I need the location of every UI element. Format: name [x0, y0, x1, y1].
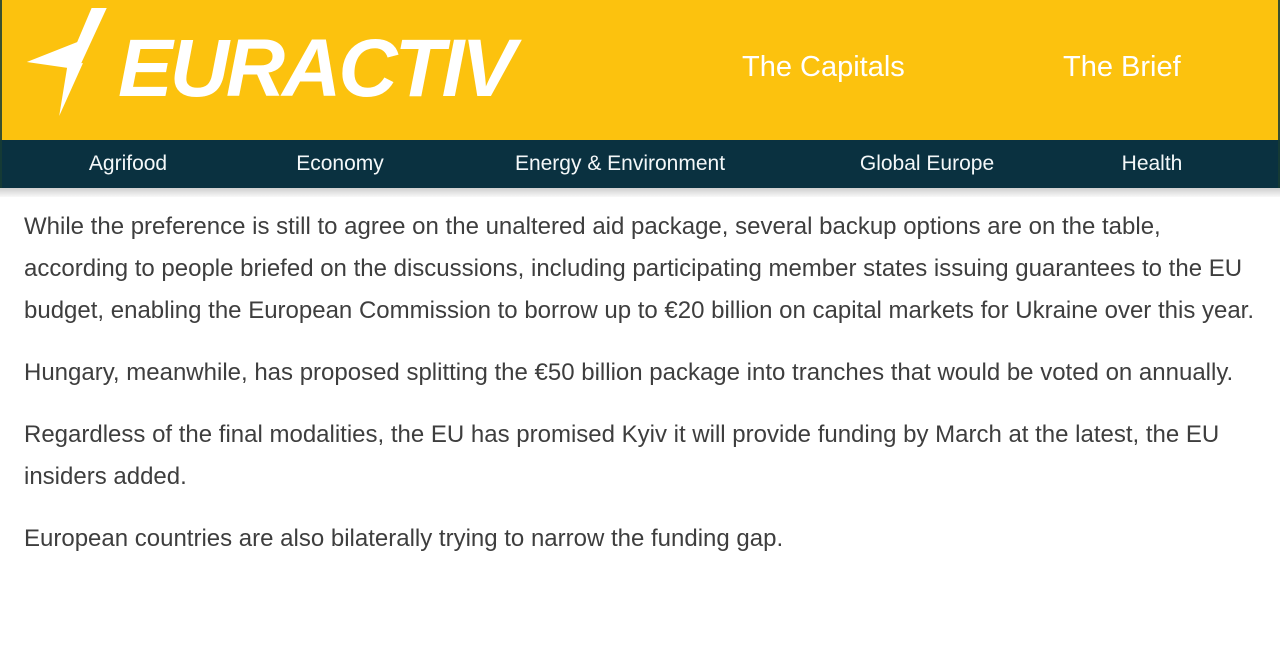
nav-item-economy[interactable]: Economy	[296, 152, 384, 175]
article-paragraph-2: Hungary, meanwhile, has proposed splitting the €50 billion package into tranches that would be voted on annually.	[24, 359, 1234, 386]
nav-item-global-europe[interactable]: Global Europe	[859, 152, 995, 175]
nav-item-health[interactable]: Health	[1121, 152, 1183, 175]
window-edge-left	[0, 0, 2, 188]
header-link-the-brief[interactable]: The Brief	[1063, 51, 1181, 83]
euractiv-star-icon	[26, 8, 114, 116]
article-paragraph-1: While the preference is still to agree on the unaltered aid package, several backup options are on the table, according to people briefed on the discussions, including participating member states issuing guarantees to the EU budget, enabling the European Commission to borrow up to €20 billion on capital markets for Ukraine over this year.	[24, 213, 1255, 324]
nav-item-agrifood[interactable]: Agrifood	[88, 152, 168, 175]
euractiv-logo-text: EURACTIV	[118, 23, 514, 114]
nav-item-energy-environment[interactable]: Energy & Environment	[514, 152, 726, 175]
article-paragraph-4: European countries are also bilaterally trying to narrow the funding gap.	[24, 525, 784, 552]
article-paragraph-3: Regardless of the final modalities, the EU has promised Kyiv it will provide funding by March at the latest, the EU insiders added.	[24, 421, 1220, 490]
nav-shadow-divider	[0, 188, 1280, 197]
euractiv-logo[interactable]	[26, 8, 513, 116]
primary-nav	[0, 140, 1280, 188]
header-link-the-capitals[interactable]: The Capitals	[742, 51, 905, 83]
article-body	[0, 197, 1280, 560]
site-header	[0, 0, 1280, 140]
